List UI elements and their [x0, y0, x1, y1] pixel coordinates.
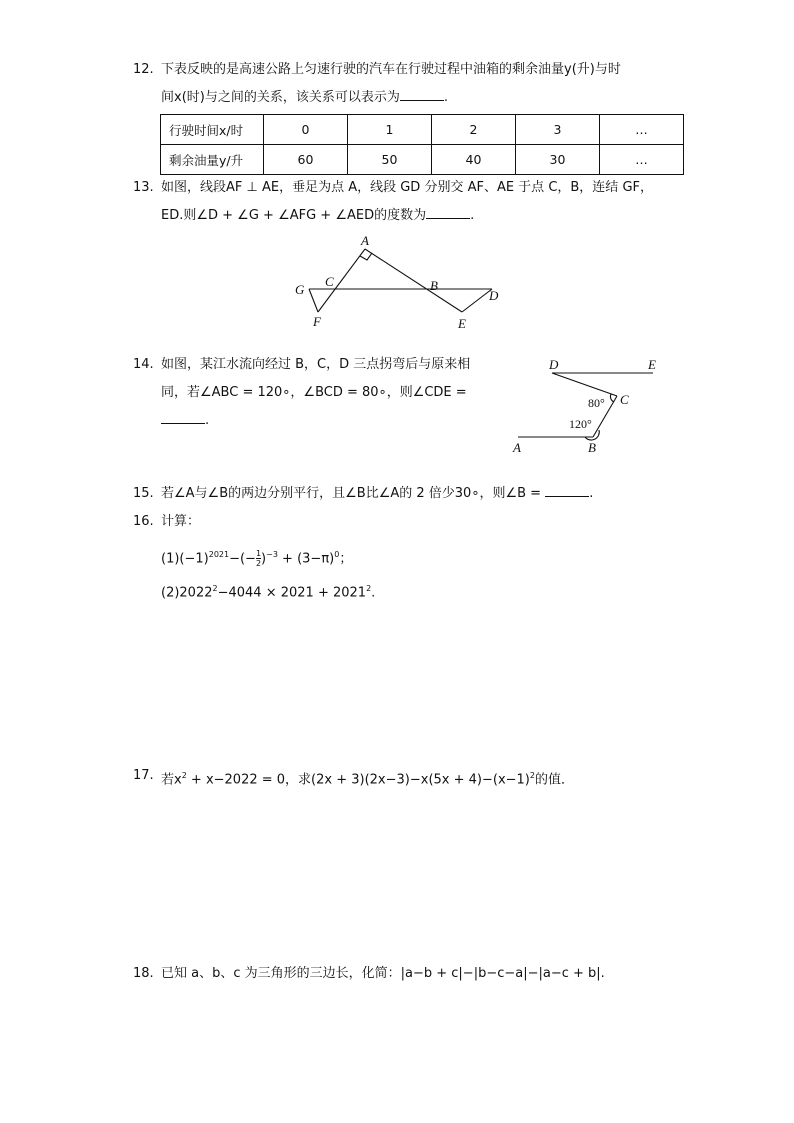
- figure-14: [505, 352, 675, 462]
- table-row: [161, 115, 684, 145]
- question-number: 16.: [133, 514, 154, 529]
- label-e: E: [458, 316, 466, 331]
- answer-blank[interactable]: [161, 409, 205, 424]
- line-dc: [552, 373, 617, 396]
- question-18: [133, 960, 673, 988]
- table-cell: 60: [264, 145, 348, 175]
- question-title: 计算：: [161, 514, 201, 529]
- question-13: [133, 174, 673, 230]
- angle-arc-b: [585, 430, 599, 440]
- table-header-cell: 剩余油量y/升: [161, 145, 264, 175]
- question-number: 13.: [133, 180, 154, 195]
- line-gf: [309, 289, 318, 312]
- label-g: G: [295, 282, 305, 297]
- question-text-line1: 如图，某江水流向经过 B，C，D 三点拐弯后与原来相: [161, 357, 471, 372]
- answer-blank[interactable]: [426, 204, 470, 219]
- answer-blank[interactable]: [400, 86, 444, 101]
- question-number: 12.: [133, 62, 154, 77]
- figure-13: [280, 230, 520, 340]
- question-text-line3: .: [161, 407, 493, 435]
- question-number: 18.: [133, 966, 154, 981]
- question-text: 已知 a、b、c 为三角形的三边长，化简：|a−b + c|−|b−c−a|−|a−c + b|.: [161, 966, 605, 981]
- label-a: A: [361, 233, 369, 248]
- label-e: E: [648, 357, 656, 372]
- angle-label-c: 80°: [588, 396, 605, 410]
- line-ed: [462, 289, 492, 312]
- label-d: D: [549, 357, 559, 372]
- label-f: F: [313, 314, 321, 329]
- question-text-line2: 同，若∠ABC = 120∘，∠BCD = 80∘，则∠CDE =: [161, 385, 467, 400]
- question-text-line1: 如图，线段AF ⊥ AE，垂足为点 A，线段 GD 分别交 AF、AE 于点 C，B，连结 GF，: [161, 180, 653, 195]
- sub-question-1: $(1)(-1)^{2021}-(-$ $\frac{1}{2}$ )$^{-3} + (3-\pi)^0$；: [161, 549, 353, 569]
- question-16: [133, 508, 673, 609]
- table-cell: 2: [432, 115, 516, 145]
- label-b: B: [588, 440, 596, 455]
- angle-label-b: 120°: [569, 417, 592, 431]
- table-cell: 50: [348, 145, 432, 175]
- table-cell: 3: [516, 115, 600, 145]
- label-a: A: [513, 440, 521, 455]
- question-text-line2: ED.则∠D + ∠G + ∠AFG + ∠AED的度数为 .: [161, 202, 673, 230]
- fraction: $\frac{1}{2}$: [255, 549, 262, 569]
- question-12: [133, 56, 673, 112]
- question-14: [133, 351, 493, 435]
- line-ae: [365, 249, 462, 312]
- question-text-line1: 下表反映的是高速公路上匀速行驶的汽车在行驶过程中油箱的剩余油量y(升)与时: [161, 62, 621, 77]
- question-number: 15.: [133, 486, 154, 501]
- question-number: 14.: [133, 357, 154, 372]
- table-cell: 1: [348, 115, 432, 145]
- data-table: [160, 114, 684, 175]
- table-cell: 40: [432, 145, 516, 175]
- table-header-cell: 行驶时间x/时: [161, 115, 264, 145]
- question-text-line2: 间x(时)与之间的关系，该关系可以表示为 .: [161, 84, 673, 112]
- label-b: B: [430, 278, 438, 293]
- answer-blank[interactable]: [545, 482, 589, 497]
- question-17: [133, 762, 673, 794]
- question-number: 17.: [133, 768, 154, 783]
- question-text: 若∠A与∠B的两边分别平行，且∠B比∠A的 2 倍少30∘，则∠B = .: [161, 480, 673, 508]
- label-c: C: [620, 392, 629, 407]
- table-row: [161, 145, 684, 175]
- table-cell: 0: [264, 115, 348, 145]
- table-cell: …: [600, 145, 684, 175]
- question-text: 若$x^2 + x-2022 = 0$，求$(2x + 3)(2x-3)-x(5x + 4)-(x-1)^2$的值．: [161, 771, 574, 788]
- table-cell: …: [600, 115, 684, 145]
- label-c: C: [325, 274, 334, 289]
- label-d: D: [489, 288, 499, 303]
- table-cell: 30: [516, 145, 600, 175]
- sub-question-2: $(2)2022^2-4044 \times 2021 + 2021^2$.: [161, 584, 376, 601]
- question-15: [133, 480, 673, 508]
